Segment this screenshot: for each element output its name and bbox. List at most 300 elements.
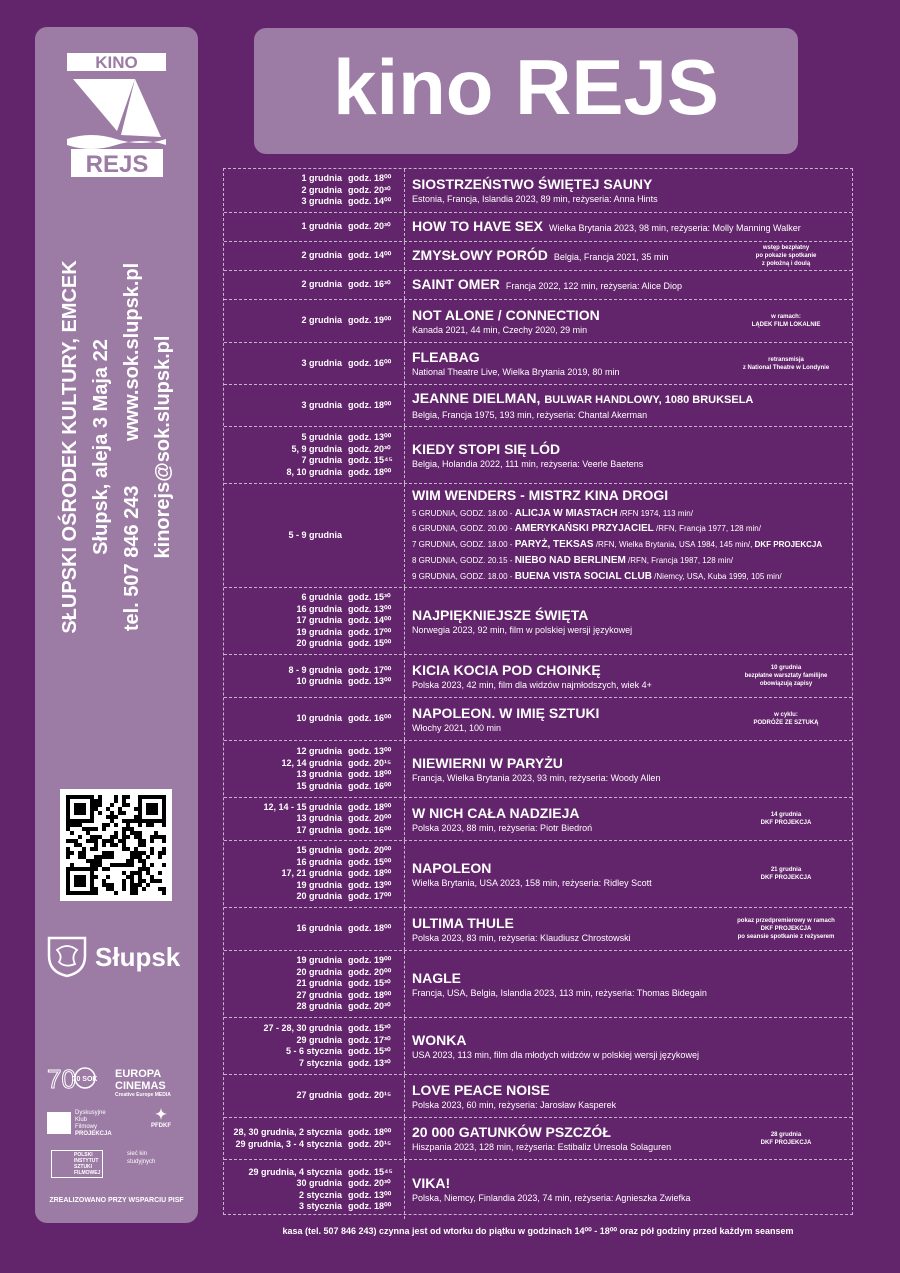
screening-date: 20 grudnia (296, 638, 342, 649)
schedule-row (224, 242, 852, 271)
film-title (412, 607, 848, 624)
screening-date: 28, 30 grudnia, 2 stycznia (233, 1127, 342, 1137)
screening-times (348, 213, 400, 241)
screening-dates (224, 300, 342, 342)
schedule-row (224, 588, 852, 655)
screening-times (348, 169, 400, 212)
screening-date: 12 grudnia (296, 746, 342, 756)
screening-time: godz. 20³⁰ (348, 1178, 391, 1188)
sponsor-logos (45, 1062, 190, 1192)
film-title (412, 176, 848, 193)
screening-dates (224, 588, 342, 654)
schedule-row (224, 385, 852, 427)
page-title: kino REJS (333, 43, 719, 131)
screening-time: godz. 13⁰⁰ (348, 746, 392, 756)
film-details: Estonia, Francja, Islandia 2023, 89 min, reżyseria: Anna Hints (412, 194, 658, 204)
film-info (412, 484, 848, 587)
schedule-row (224, 908, 852, 951)
siec-kin-studyjnych-logo: sieć kin studyjnych (127, 1151, 156, 1165)
logo-text-top: KINO (95, 53, 138, 72)
screening-dates (224, 1018, 342, 1074)
city-logo (45, 934, 195, 978)
screening-time: godz. 16³⁰ (348, 279, 391, 290)
screening-time: godz. 13³⁰ (348, 1057, 391, 1068)
screening-times (348, 242, 400, 270)
film-title-text: SIOSTRZEŃSTWO ŚWIĘTEJ SAUNY (412, 176, 653, 192)
film-details: Belgia, Francja 2021, 35 min (553, 251, 669, 262)
column-divider (404, 271, 405, 299)
film-title (412, 390, 848, 409)
screening-time: godz. 15⁴⁵ (348, 455, 393, 465)
screening-dates (224, 741, 342, 797)
screening-date: 15 grudnia (296, 845, 342, 856)
screening-dates (224, 385, 342, 426)
screening-date: 3 grudnia (301, 399, 342, 410)
film-title-text: KICIA KOCIA POD CHOINKĘ (412, 661, 601, 678)
screening-date: 5, 9 grudnia (291, 443, 342, 454)
note-line: z National Theatre w Londynie (742, 364, 830, 371)
screening-time: godz. 18⁰⁰ (348, 989, 392, 1000)
film-title-text: NOT ALONE / CONNECTION (412, 306, 600, 323)
film-details: Francja, USA, Belgia, Islandia 2023, 113 min, reżyseria: Thomas Bidegain (412, 987, 707, 998)
film-title-text: HOW TO HAVE SEX (412, 217, 543, 234)
screening-dates (224, 1160, 342, 1219)
screening-times (348, 698, 400, 740)
screening-time: godz. 19⁰⁰ (348, 315, 392, 326)
film-title-text: 20 000 GATUNKÓW PSZCZÓŁ (412, 1124, 611, 1140)
note-line: DKF PROJEKCJA (760, 820, 812, 826)
screening-date: 5 - 9 grudnia (288, 529, 342, 540)
screening-date: 2 grudnia (301, 250, 342, 261)
screening-dates (224, 1075, 342, 1117)
email[interactable]: kinorejs@sok.slupsk.pl (152, 335, 174, 559)
screening-times (348, 484, 400, 587)
screening-times (348, 841, 400, 907)
film-details: Belgia, Francja 1975, 193 min, reżyseria: Chantal Akerman (412, 410, 648, 420)
screening-time: godz. 20⁰⁰ (348, 845, 392, 856)
screening-date: 19 grudnia (296, 626, 342, 637)
film-info (412, 271, 848, 299)
screening-dates (224, 271, 342, 299)
film-title-text: JEANNE DIELMAN, (412, 390, 541, 406)
film-title-text: SAINT OMER (412, 275, 500, 292)
schedule-row (224, 951, 852, 1018)
screening-date: 1 grudnia (301, 221, 342, 232)
screening-date: 27 grudnia (296, 989, 342, 1000)
screening-time: godz. 18⁰⁰ (348, 1127, 392, 1137)
film-details: Norwegia 2023, 92 min, film w polskiej wersji językowej (412, 624, 633, 635)
screening-time: godz. 13⁰⁰ (348, 1189, 392, 1200)
column-divider (404, 908, 405, 950)
screening-date: 29 grudnia, 4 stycznia (248, 1166, 342, 1177)
screening-date: 16 grudnia (296, 603, 342, 614)
screening-date: 20 grudnia (296, 891, 342, 902)
schedule-row (224, 1075, 852, 1118)
column-divider (404, 798, 405, 840)
screening-times (348, 300, 400, 342)
screening-time: godz. 20¹⁵ (348, 1138, 392, 1149)
pfdkf-logo: ✦ PFDKF (151, 1106, 171, 1129)
film-title-text: LOVE PEACE NOISE (412, 1081, 550, 1098)
screening-date: 19 grudnia (296, 879, 342, 890)
screening-note (726, 698, 846, 740)
screening-dates (224, 169, 342, 212)
film-title-text: AMERYKAŃSKI PRZYJACIEL (514, 523, 654, 535)
film-title-text: WONKA (412, 1031, 467, 1048)
film-details: Polska 2023, 83 min, reżyseria: Klaudiusz Chrostowski (412, 932, 631, 943)
film-clapper-icon (47, 1112, 71, 1134)
screening-time: godz. 13⁰⁰ (348, 879, 392, 890)
screening-time: godz. 18⁰⁰ (348, 801, 392, 812)
film-title-text: NAGLE (412, 969, 461, 986)
column-divider (404, 841, 405, 907)
screening-dates (224, 484, 342, 587)
film-details: Belgia, Holandia 2022, 111 min, reżyseria: Veerle Baetens (412, 458, 644, 469)
schedule-row (224, 213, 852, 242)
schedule-row (224, 427, 852, 484)
film-title-text: ZMYSŁOWY PORÓD (412, 246, 548, 263)
screening-date: 2 stycznia (298, 1189, 342, 1200)
film-details: Polska 2023, 88 min, reżyseria: Piotr Biedroń (412, 822, 593, 833)
pisf-logo: POLSKI INSTYTUT SZTUKI FILMOWEJ (51, 1150, 103, 1178)
film-details: Francja, Wielka Brytania 2023, 93 min, reżyseria: Woody Allen (412, 772, 661, 783)
schedule-row (224, 484, 852, 588)
screening-date: 17 grudnia (296, 824, 342, 835)
screening-time: godz. 20³⁰ (348, 184, 391, 195)
schedule-row (224, 271, 852, 300)
film-details: USA 2023, 113 min, film dla młodych widzów w polskiej wersji językowej (412, 1049, 699, 1060)
film-title-text: ULTIMA THULE (412, 914, 514, 931)
screening-time: godz. 14⁰⁰ (348, 196, 392, 207)
screening-date: 13 grudnia (296, 813, 342, 824)
kino-rejs-logo (65, 51, 168, 179)
film-title-text: VIKA! (412, 1175, 451, 1191)
screening-time: godz. 17⁰⁰ (348, 626, 392, 637)
screening-note (726, 343, 846, 384)
screening-dates (224, 655, 342, 697)
city-name: Słupsk (95, 942, 181, 972)
schedule-row (224, 655, 852, 698)
film-info (412, 951, 848, 1017)
screening-date: 2 grudnia (301, 315, 342, 326)
screening-time: godz. 18⁰⁰ (348, 1201, 392, 1211)
screening-date: 5 - 6 stycznia (285, 1046, 342, 1056)
note-line: z położną i doulą (761, 261, 811, 267)
film-details: Kanada 2021, 44 min, Czechy 2020, 29 min (412, 324, 588, 335)
film-details: National Theatre Live, Wielka Brytania 2019, 80 min (412, 367, 620, 377)
film-details: Włochy 2021, 100 min (412, 722, 502, 733)
screening-times (348, 588, 400, 654)
screening-times (348, 798, 400, 840)
screening-time: godz. 16⁰⁰ (348, 713, 392, 724)
column-divider (404, 213, 405, 241)
screening-date: 10 grudnia (296, 713, 342, 724)
screening-times (348, 427, 400, 483)
screening-dates (224, 427, 342, 483)
screening-dates (224, 242, 342, 270)
screening-time: godz. 19⁰⁰ (348, 955, 392, 966)
screening-time: godz. 20⁰⁰ (348, 813, 392, 824)
screening-note (726, 841, 846, 907)
column-divider (404, 484, 405, 587)
schedule-table (223, 168, 853, 1215)
screening-dates (224, 213, 342, 241)
film-title-text: NIEBO NAD BERLINEM (514, 554, 626, 566)
screening-dates (224, 908, 342, 950)
film-title-text: ALICJA W MIASTACH (514, 507, 618, 519)
screening-time: godz. 17⁰⁰ (348, 891, 392, 902)
screening-time: godz. 20³⁰ (348, 1001, 391, 1012)
film-details: Francja 2022, 122 min, reżyseria: Alice Diop (505, 280, 682, 291)
film-details: /RFN, Francja 1977, 128 min/ (653, 524, 761, 534)
logo-text-bottom: REJS (85, 151, 149, 178)
column-divider (404, 698, 405, 740)
screening-dates (224, 798, 342, 840)
screening-time: godz. 15³⁰ (348, 1046, 391, 1056)
note-line: LĄDEK FILM LOKALNIE (751, 322, 821, 328)
schedule-row (224, 841, 852, 908)
film-details: Polska, Niemcy, Finlandia 2023, 74 min, reżyseria: Agnieszka Zwiefka (412, 1193, 691, 1203)
schedule-row (224, 1160, 852, 1219)
film-title (412, 441, 848, 458)
retrospective-screening (412, 521, 848, 537)
retrospective-screening (412, 506, 848, 522)
film-title-text: PARYŻ, TEKSAS (514, 539, 594, 551)
schedule-row (224, 798, 852, 841)
screening-date: 29 grudnia (296, 1034, 342, 1045)
screening-date: 7 grudnia (301, 455, 342, 465)
film-info (412, 213, 848, 241)
film-title-text: WIM WENDERS - MISTRZ KINA DROGI (412, 486, 669, 503)
note-line: po pokazie spotkanie (755, 253, 817, 259)
film-info (412, 1075, 848, 1117)
screening-time: godz. 18⁰⁰ (348, 173, 392, 184)
sidebar (35, 27, 198, 1223)
screening-date: 13 grudnia (296, 769, 342, 779)
screening-times (348, 908, 400, 950)
note-line: w ramach: (771, 314, 801, 320)
note-line: DKF PROJEKCJA (760, 1139, 812, 1146)
column-divider (404, 1075, 405, 1117)
film-details: /RFN, Francja 1987, 128 min/ (625, 555, 733, 565)
film-title-text: BUENA VISTA SOCIAL CLUB (514, 570, 652, 582)
retrospective-screening (412, 537, 848, 553)
screening-date: 17 grudnia (296, 615, 342, 626)
screening-date: 5 grudnia (301, 432, 342, 442)
screening-time: godz. 17⁰⁰ (348, 664, 392, 675)
note-line: w cyklu: (774, 712, 798, 718)
screening-time: godz. 14⁰⁰ (348, 250, 392, 261)
column-divider (404, 242, 405, 270)
film-details: Polska 2023, 42 min, film dla widzów najmłodszych, wiek 4+ (412, 679, 652, 690)
schedule-row (224, 343, 852, 385)
screening-time: godz. 13⁰⁰ (348, 676, 392, 686)
film-title-text: NIEWIERNI W PARYŻU (412, 754, 563, 771)
film-title (412, 218, 848, 237)
institution-name: SŁUPSKI OŚRODEK KULTURY, EMCEK (59, 260, 81, 634)
film-title (412, 276, 848, 295)
screening-note (726, 908, 846, 950)
film-title (412, 1082, 848, 1099)
note-line: DKF PROJEKCJA (760, 875, 812, 881)
column-divider (404, 951, 405, 1017)
column-divider (404, 1118, 405, 1159)
screening-date: 17, 21 grudnia (281, 868, 342, 879)
film-details: Hiszpania 2023, 128 min, reżyseria: Estibaliz Urresola Solaguren (412, 1142, 672, 1152)
screening-date: 10 grudnia (296, 676, 342, 686)
film-title (412, 755, 848, 772)
film-info (412, 385, 848, 426)
screening-datetime: 8 GRUDNIA, GODZ. 20.15 - (412, 555, 515, 565)
screening-datetime: 9 GRUDNIA, GODZ. 18.00 - (412, 571, 515, 581)
column-divider (404, 1018, 405, 1074)
note-line: obowiązują zapisy (759, 681, 813, 687)
film-info (412, 169, 848, 212)
screening-times (348, 655, 400, 697)
screening-dates (224, 343, 342, 384)
screening-time: godz. 18⁰⁰ (348, 868, 392, 879)
address: Słupsk, aleja 3 Maja 22 (90, 339, 112, 555)
sok-70-logo (47, 1062, 97, 1094)
note-line: wstęp bezpłatny (762, 245, 810, 251)
film-details: Polska 2023, 60 min, reżyseria: Jarosław Kasperek (412, 1099, 617, 1110)
retrospective-screening (412, 569, 848, 585)
screening-times (348, 1118, 400, 1159)
europa-cinemas-logo: EUROPA CINEMAS Creative Europe MEDIA (115, 1068, 171, 1098)
note-line: PODRÓŻE ZE SZTUKĄ (753, 720, 819, 726)
film-info (412, 1160, 848, 1219)
screening-date: 27 - 28, 30 grudnia (263, 1023, 342, 1033)
film-info (412, 588, 848, 654)
screening-times (348, 385, 400, 426)
screening-note (726, 1118, 846, 1159)
screening-times (348, 1018, 400, 1074)
note-line: 10 grudnia (770, 665, 802, 671)
support-note: ZREALIZOWANO PRZY WSPARCIU PISF (49, 1197, 184, 1204)
screening-date: 16 grudnia (296, 923, 342, 934)
schedule-row (224, 698, 852, 741)
note-line: pokaz przedpremierowy w ramach (737, 918, 835, 924)
screening-date: 19 grudnia (296, 955, 342, 966)
film-title-text: KIEDY STOPI SIĘ LÓD (412, 440, 561, 457)
retrospective-screening (412, 553, 848, 569)
screening-times (348, 343, 400, 384)
screening-date: 3 grudnia (301, 357, 342, 368)
screening-times (348, 1160, 400, 1219)
screening-time: godz. 13⁰⁰ (348, 603, 392, 614)
film-info (412, 427, 848, 483)
screening-date: 12, 14 - 15 grudnia (263, 801, 342, 812)
schedule-row (224, 1118, 852, 1160)
screening-date: 2 grudnia (301, 279, 342, 290)
film-info (412, 741, 848, 797)
screening-times (348, 271, 400, 299)
screening-time: godz. 18⁰⁰ (348, 399, 392, 410)
screening-date: 20 grudnia (296, 966, 342, 977)
screening-time: godz. 18⁰⁰ (348, 466, 392, 477)
screening-time: godz. 15³⁰ (348, 1023, 391, 1033)
film-title (412, 970, 848, 987)
screening-date: 3 grudnia (301, 196, 342, 207)
screening-date: 8, 10 grudnia (286, 466, 342, 477)
screening-datetime: 5 GRUDNIA, GODZ. 18.00 - (412, 508, 515, 518)
film-title (412, 1175, 848, 1192)
film-title-text: W NICH CAŁA NADZIEJA (412, 804, 580, 821)
screening-time: godz. 15⁰⁰ (348, 856, 392, 867)
screening-date: 27 grudnia (296, 1090, 342, 1101)
dkf-badge: DKF PROJEKCJA (754, 540, 823, 550)
film-subtitle: BULWAR HANDLOWY, 1080 BRUKSELA (544, 394, 754, 406)
screening-date: 6 grudnia (301, 592, 342, 603)
column-divider (404, 1160, 405, 1219)
screening-date: 12, 14 grudnia (281, 757, 342, 768)
screening-time: godz. 20⁰⁰ (348, 966, 392, 977)
city-crest-icon (45, 934, 89, 978)
note-line: 14 grudnia (770, 812, 802, 818)
screening-date: 3 stycznia (298, 1201, 342, 1211)
screening-note (726, 300, 846, 342)
screening-time: godz. 15⁰⁰ (348, 638, 392, 649)
screening-date: 21 grudnia (296, 978, 342, 989)
column-divider (404, 655, 405, 697)
film-details: /RFN, Wielka Brytania, USA 1984, 145 min/, (593, 540, 755, 550)
screening-times (348, 951, 400, 1017)
column-divider (404, 741, 405, 797)
screening-date: 1 grudnia (301, 173, 342, 184)
screening-time: godz. 15⁴⁵ (348, 1166, 393, 1177)
film-title (412, 487, 848, 504)
film-title-text: FLEABAG (412, 349, 480, 365)
film-title-text: NAJPIĘKNIEJSZE ŚWIĘTA (412, 606, 589, 623)
screening-time: godz. 20³⁰ (348, 443, 391, 454)
film-title (412, 1032, 848, 1049)
screening-time: godz. 15³⁰ (348, 978, 391, 989)
screening-note (726, 798, 846, 840)
film-title-text: NAPOLEON. W IMIĘ SZTUKI (412, 704, 600, 721)
screening-date: 28 grudnia (296, 1001, 342, 1012)
column-divider (404, 427, 405, 483)
screening-date: 2 grudnia (301, 184, 342, 195)
qr-code[interactable] (60, 789, 172, 901)
film-info (412, 1018, 848, 1074)
schedule-row (224, 1018, 852, 1075)
screening-datetime: 6 GRUDNIA, GODZ. 20.00 - (412, 524, 515, 534)
screening-time: godz. 16⁰⁰ (348, 780, 392, 791)
schedule-row (224, 741, 852, 798)
screening-time: godz. 16⁰⁰ (348, 824, 392, 835)
column-divider (404, 385, 405, 426)
screening-time: godz. 13⁰⁰ (348, 432, 392, 442)
screening-times (348, 741, 400, 797)
box-office-info: kasa (tel. 507 846 243) czynna jest od wtorku do piątku w godzinach 14⁰⁰ - 18⁰⁰ oraz pół godziny przed każdym seansem (282, 1226, 794, 1236)
column-divider (404, 588, 405, 654)
note-line: bezpłatne warsztaty familijne (744, 673, 828, 679)
screening-dates (224, 841, 342, 907)
note-line: 21 grudnia (770, 867, 802, 873)
schedule-row (224, 169, 852, 213)
phone-and-website[interactable]: tel. 507 846 243 www.sok.slupsk.pl (121, 262, 143, 632)
film-details: Wielka Brytania, USA 2023, 158 min, reżyseria: Ridley Scott (412, 877, 652, 888)
screening-times (348, 1075, 400, 1117)
note-line: po seansie spotkanie z reżyserem (737, 934, 835, 940)
screening-dates (224, 1118, 342, 1159)
screening-time: godz. 20¹⁵ (348, 757, 392, 768)
film-title-text: NAPOLEON (412, 859, 492, 876)
screening-time: godz. 20¹⁵ (348, 1090, 392, 1101)
screening-date: 16 grudnia (296, 856, 342, 867)
column-divider (404, 300, 405, 342)
screening-date: 8 - 9 grudnia (288, 664, 342, 675)
